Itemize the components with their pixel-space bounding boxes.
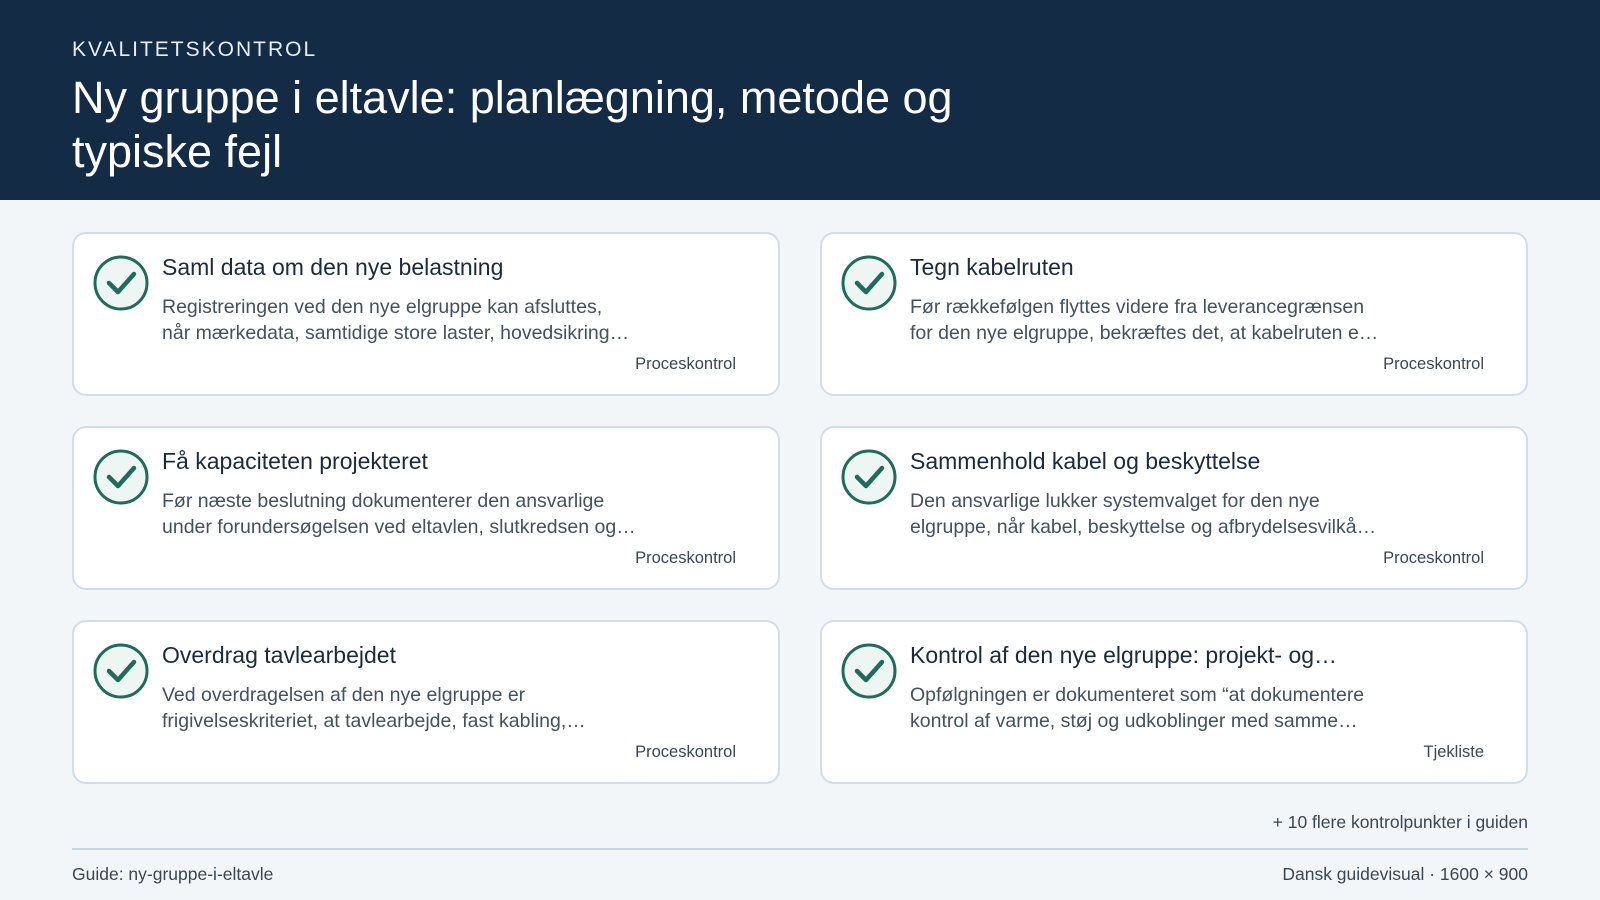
card-description <box>162 294 702 346</box>
check-circle-icon <box>840 254 898 312</box>
checklist-card[interactable] <box>820 232 1528 396</box>
card-category-tag: Proceskontrol <box>635 549 736 567</box>
card-title: Få kapaciteten projekteret <box>162 448 428 474</box>
page-title: Ny gruppe i eltavle: planlægning, metode og typiske fejl <box>72 72 953 177</box>
card-description-line: Den ansvarlige lukker systemvalget for den nye <box>910 490 1320 512</box>
card-description-line: kontrol af varme, støj og udkoblinger med samme… <box>910 710 1358 732</box>
check-circle-icon <box>92 254 150 312</box>
check-circle-icon <box>840 642 898 700</box>
card-description <box>910 682 1450 734</box>
footer-divider <box>72 848 1528 850</box>
checklist-card[interactable] <box>820 426 1528 590</box>
card-category-tag: Proceskontrol <box>1383 355 1484 373</box>
checklist-card[interactable] <box>820 620 1528 784</box>
card-category-tag: Tjekliste <box>1423 743 1484 761</box>
card-description <box>910 294 1450 346</box>
checklist-card[interactable] <box>72 426 780 590</box>
card-description-line: Registreringen ved den nye elgruppe kan afsluttes, <box>162 296 603 318</box>
card-description <box>162 682 702 734</box>
card-description-line: Før næste beslutning dokumenterer den ansvarlige <box>162 490 605 512</box>
card-category-tag: Proceskontrol <box>635 743 736 761</box>
card-description-line: for den nye elgruppe, bekræftes det, at kabelruten e… <box>910 322 1379 344</box>
card-description-line: Før rækkefølgen flyttes videre fra leverancegrænsen <box>910 296 1365 318</box>
card-description-line: frigivelseskriteriet, at tavlearbejde, fast kabling,… <box>162 710 586 732</box>
footer-guide-label: Guide: ny-gruppe-i-eltavle <box>72 864 274 884</box>
footer-meta-label: Dansk guidevisual · 1600 × 900 <box>1282 864 1528 884</box>
card-title: Tegn kabelruten <box>910 254 1074 280</box>
card-description <box>910 488 1450 540</box>
eyebrow-label: KVALITETSKONTROL <box>72 38 318 61</box>
card-title: Kontrol af den nye elgruppe: projekt- og… <box>910 642 1338 668</box>
check-circle-icon <box>92 642 150 700</box>
checklist-card[interactable] <box>72 232 780 396</box>
checklist-card[interactable] <box>72 620 780 784</box>
card-description-line: når mærkedata, samtidige store laster, hovedsikring… <box>162 322 630 344</box>
card-description-line: elgruppe, når kabel, beskyttelse og afbrydelsesvilkå… <box>910 516 1377 538</box>
card-title: Overdrag tavlearbejdet <box>162 642 396 668</box>
check-circle-icon <box>840 448 898 506</box>
card-description-line: Ved overdragelsen af den nye elgruppe er <box>162 684 526 706</box>
card-category-tag: Proceskontrol <box>635 355 736 373</box>
card-title: Saml data om den nye belastning <box>162 254 504 280</box>
card-title: Sammenhold kabel og beskyttelse <box>910 448 1261 474</box>
card-description-line: under forundersøgelsen ved eltavlen, slutkredsen og… <box>162 516 636 538</box>
card-description-line: Opfølgningen er dokumenteret som “at dokumentere <box>910 684 1365 706</box>
more-checkpoints-link[interactable]: + 10 flere kontrolpunkter i guiden <box>1272 812 1528 832</box>
page-header <box>0 0 1600 200</box>
card-category-tag: Proceskontrol <box>1383 549 1484 567</box>
check-circle-icon <box>92 448 150 506</box>
card-description <box>162 488 702 540</box>
